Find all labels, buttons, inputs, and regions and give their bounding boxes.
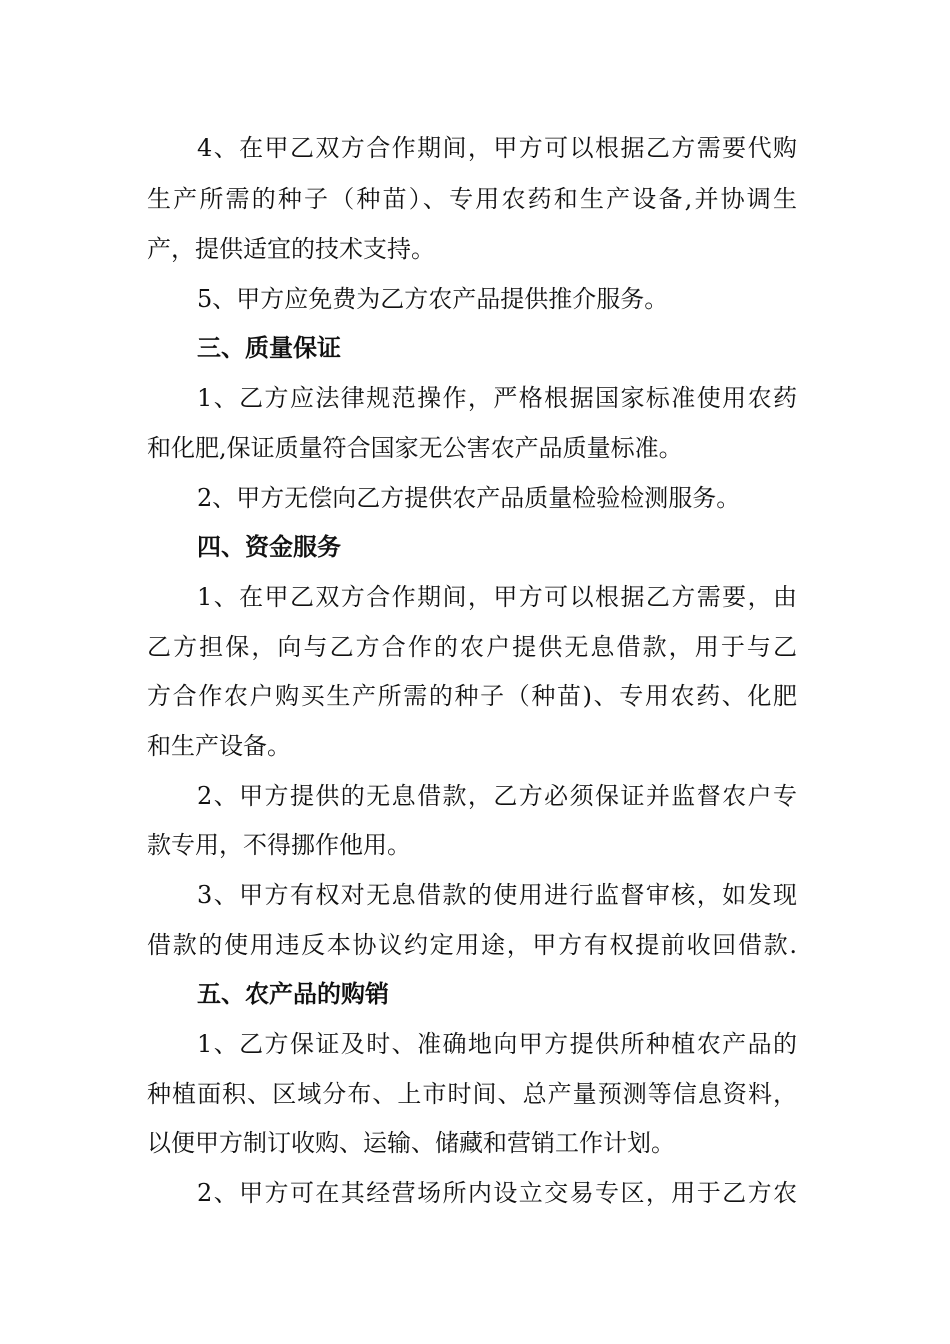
funding-clause-1-line-3: 方合作农户购买生产所需的种子（种苗)、专用农药、化肥 [147, 682, 797, 710]
funding-clause-1-line-2: 乙方担保，向与乙方合作的农户提供无息借款，用于与乙 [147, 633, 797, 661]
clause-4-line-3: 产，提供适宜的技术支持。 [147, 235, 435, 263]
purchase-clause-2-line-1: 2、甲方可在其经营场所内设立交易专区，用于乙方农 [197, 1179, 797, 1207]
clause-5-line-1: 5、甲方应免费为乙方农产品提供推介服务。 [197, 285, 669, 313]
funding-clause-3-line-2: 借款的使用违反本协议约定用途，甲方有权提前收回借款. [147, 931, 797, 959]
section-heading-purchase-sales: 五、农产品的购销 [197, 980, 389, 1008]
quality-clause-1-line-2: 和化肥,保证质量符合国家无公害农产品质量标准。 [147, 434, 683, 462]
funding-clause-1-line-4: 和生产设备。 [147, 732, 291, 760]
purchase-clause-1-line-3: 以便甲方制订收购、运输、储藏和营销工作计划。 [147, 1129, 675, 1157]
purchase-clause-1-line-2: 种植面积、区域分布、上市时间、总产量预测等信息资料， [147, 1080, 797, 1108]
section-heading-quality: 三、质量保证 [197, 334, 341, 362]
funding-clause-1-line-1: 1、在甲乙双方合作期间，甲方可以根据乙方需要，由 [197, 583, 797, 611]
funding-clause-3-line-1: 3、甲方有权对无息借款的使用进行监督审核，如发现 [197, 881, 797, 909]
quality-clause-2-line-1: 2、甲方无偿向乙方提供农产品质量检验检测服务。 [197, 484, 741, 512]
purchase-clause-1-line-1: 1、乙方保证及时、准确地向甲方提供所种植农产品的 [197, 1030, 797, 1058]
funding-clause-2-line-2: 款专用，不得挪作他用。 [147, 831, 411, 859]
clause-4-line-2: 生产所需的种子（种苗）、专用农药和生产设备,并协调生 [147, 185, 797, 213]
section-heading-funding: 四、资金服务 [197, 533, 341, 561]
clause-4-line-1: 4、在甲乙双方合作期间，甲方可以根据乙方需要代购 [197, 134, 797, 162]
funding-clause-2-line-1: 2、甲方提供的无息借款，乙方必须保证并监督农户专 [197, 782, 797, 810]
quality-clause-1-line-1: 1、乙方应法律规范操作，严格根据国家标准使用农药 [197, 384, 797, 412]
